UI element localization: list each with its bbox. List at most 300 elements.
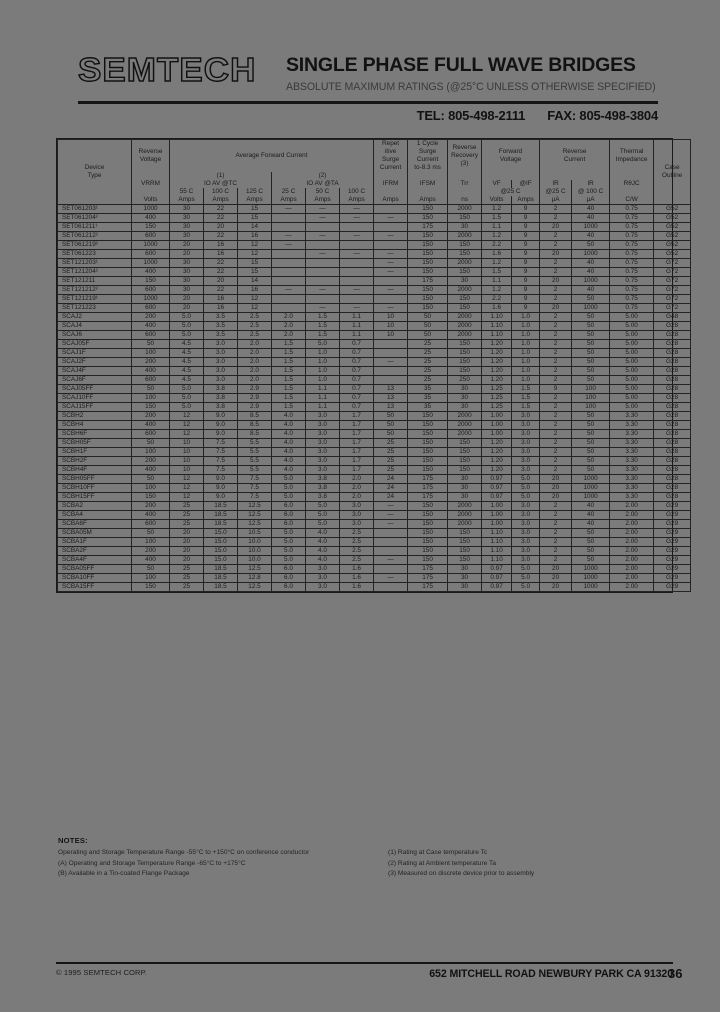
device-type-cell: SCBH15FF <box>58 493 132 502</box>
spec-cell: 20 <box>170 529 204 538</box>
spec-cell: 50 <box>572 349 610 358</box>
spec-cell: 2 <box>540 367 572 376</box>
spec-cell: — <box>374 268 408 277</box>
spec-cell: 1000 <box>132 205 170 214</box>
spec-cell: 20 <box>170 547 204 556</box>
page-title: SINGLE PHASE FULL WAVE BRIDGES <box>286 54 636 76</box>
spec-cell: 20 <box>170 304 204 313</box>
spec-cell: 50 <box>572 241 610 250</box>
spec-cell: 3.8 <box>204 385 238 394</box>
spec-cell <box>306 277 340 286</box>
spec-cell: 1.0 <box>306 367 340 376</box>
spec-cell: 9.0 <box>204 430 238 439</box>
note-line: (3) Measured on discrete device prior to assembly <box>388 870 535 877</box>
spec-cell: 2 <box>540 241 572 250</box>
spec-cell: 3.5 <box>204 331 238 340</box>
spec-cell: G28 <box>654 448 691 457</box>
table-row <box>58 484 691 493</box>
table-row <box>58 367 691 376</box>
spec-cell: — <box>374 502 408 511</box>
spec-cell: 4.0 <box>306 547 340 556</box>
spec-cell: 15 <box>238 259 272 268</box>
spec-cell: 50 <box>374 421 408 430</box>
table-row <box>58 421 691 430</box>
notes-right-column <box>388 848 678 880</box>
spec-cell: 175 <box>408 493 448 502</box>
spec-cell: 150 <box>408 457 448 466</box>
table-row <box>58 493 691 502</box>
device-type-cell: SCAJ05FF <box>58 385 132 394</box>
spec-cell: 1.6 <box>340 574 374 583</box>
spec-cell: 13 <box>374 385 408 394</box>
spec-cell: 20 <box>540 574 572 583</box>
table-row <box>58 457 691 466</box>
spec-cell: 2000 <box>448 511 482 520</box>
spec-cell: 2 <box>540 349 572 358</box>
spec-cell: 25 <box>408 349 448 358</box>
spec-cell: 15.0 <box>204 538 238 547</box>
spec-cell: 150 <box>448 538 482 547</box>
spec-cell: 50 <box>572 376 610 385</box>
spec-cell: 1.5 <box>512 394 540 403</box>
spec-cell: G28 <box>654 331 691 340</box>
spec-cell: 150 <box>448 358 482 367</box>
device-type-cell: SET121219¹ <box>58 295 132 304</box>
spec-cell: 100 <box>132 448 170 457</box>
table-row <box>58 250 691 259</box>
spec-cell: 4.0 <box>272 430 306 439</box>
spec-cell: — <box>374 520 408 529</box>
spec-cell: 0.97 <box>482 484 512 493</box>
spec-cell: 200 <box>132 457 170 466</box>
spec-cell: 4.0 <box>272 412 306 421</box>
spec-cell: 2.5 <box>340 556 374 565</box>
spec-cell: 2.00 <box>610 583 654 592</box>
spec-cell: 400 <box>132 322 170 331</box>
spec-cell: 150 <box>408 538 448 547</box>
spec-cell: 5.00 <box>610 394 654 403</box>
spec-cell: 50 <box>572 529 610 538</box>
spec-cell: 3.0 <box>512 538 540 547</box>
header-cycle-surge-current: 1 Cycle Surge Current to-8.3 ms <box>408 140 448 173</box>
device-type-cell: SCBA2F <box>58 547 132 556</box>
spec-cell: 50 <box>572 331 610 340</box>
spec-cell: 2000 <box>448 412 482 421</box>
spec-cell: G28 <box>654 385 691 394</box>
spec-cell <box>374 349 408 358</box>
spec-cell: 9 <box>512 304 540 313</box>
spec-cell: 400 <box>132 466 170 475</box>
spec-cell: 1.0 <box>512 340 540 349</box>
spec-cell: 50 <box>572 322 610 331</box>
spec-cell: G72 <box>654 304 691 313</box>
spec-cell: 8.5 <box>238 412 272 421</box>
spec-cell: 1.20 <box>482 466 512 475</box>
spec-cell: 0.7 <box>340 358 374 367</box>
spec-cell: 16 <box>204 250 238 259</box>
spec-cell: 4.5 <box>170 367 204 376</box>
symbol-ir-100: IR <box>572 180 610 188</box>
note-line: (1) Rating at Case temperature Tc <box>388 849 488 856</box>
cond-ir-25c: @25 C <box>540 188 572 196</box>
header-spacer-vrrm <box>132 172 170 180</box>
spec-cell: 40 <box>572 520 610 529</box>
spec-cell: 150 <box>408 430 448 439</box>
spec-cell: G28 <box>654 493 691 502</box>
spec-cell: 150 <box>408 448 448 457</box>
spec-cell: 175 <box>408 223 448 232</box>
spec-cell: 1.00 <box>482 502 512 511</box>
temp-100c: 100 C <box>204 188 238 196</box>
spec-cell: G28 <box>654 394 691 403</box>
spec-cell: 150 <box>132 277 170 286</box>
spec-cell: 5.0 <box>272 529 306 538</box>
spec-cell: 175 <box>408 583 448 592</box>
spec-cell: 2 <box>540 268 572 277</box>
spec-cell: 30 <box>448 484 482 493</box>
spec-cell <box>374 295 408 304</box>
spec-cell: 2 <box>540 421 572 430</box>
spec-cell: G28 <box>654 466 691 475</box>
spec-cell: 2 <box>540 547 572 556</box>
spec-cell: G29 <box>654 538 691 547</box>
device-type-cell: SCAJ1F <box>58 349 132 358</box>
table-row <box>58 466 691 475</box>
spec-cell: 12.5 <box>238 502 272 511</box>
spec-cell: 0.7 <box>340 376 374 385</box>
spec-cell: 4.0 <box>306 556 340 565</box>
spec-cell: 10 <box>374 331 408 340</box>
spec-cell: 10.0 <box>238 538 272 547</box>
spec-cell: 9 <box>512 214 540 223</box>
spec-cell: 15.0 <box>204 547 238 556</box>
device-type-cell: SCAJ6F <box>58 376 132 385</box>
spec-cell: 2.0 <box>340 493 374 502</box>
spec-cell: — <box>374 232 408 241</box>
spec-cell: 1.5 <box>482 214 512 223</box>
spec-cell <box>340 223 374 232</box>
spec-cell: 150 <box>448 556 482 565</box>
spec-cell: 200 <box>132 412 170 421</box>
device-type-cell: SCBA2 <box>58 502 132 511</box>
note-line: (2) Rating at Ambient temperature Ta <box>388 859 496 867</box>
spec-cell: 50 <box>374 430 408 439</box>
spec-cell: 5.0 <box>306 502 340 511</box>
spec-cell: G28 <box>654 367 691 376</box>
table-row <box>58 358 691 367</box>
spec-cell: 1.25 <box>482 385 512 394</box>
spec-cell: 2 <box>540 376 572 385</box>
spec-cell: 9.0 <box>204 493 238 502</box>
spec-cell: 2.0 <box>238 376 272 385</box>
spec-cell: 1.1 <box>306 385 340 394</box>
table-row <box>58 295 691 304</box>
spec-cell: — <box>340 250 374 259</box>
spec-cell: 1.00 <box>482 421 512 430</box>
spec-cell: 5.0 <box>170 331 204 340</box>
spec-cell: 2000 <box>448 322 482 331</box>
spec-cell: 20 <box>540 250 572 259</box>
symbol-ifsm: IFSM <box>408 180 448 188</box>
spec-cell: 0.75 <box>610 259 654 268</box>
spec-cell: 0.75 <box>610 304 654 313</box>
spec-cell: 0.75 <box>610 241 654 250</box>
spec-cell: 2.00 <box>610 547 654 556</box>
spec-cell: 150 <box>408 214 448 223</box>
spec-cell: 20 <box>170 250 204 259</box>
spec-cell: 4.5 <box>170 358 204 367</box>
spec-cell: 150 <box>408 286 448 295</box>
spec-cell: 150 <box>408 556 448 565</box>
spec-cell: 150 <box>448 304 482 313</box>
table-row <box>58 232 691 241</box>
spec-cell: 15.0 <box>204 529 238 538</box>
spec-cell: 20 <box>540 565 572 574</box>
spec-cell: 1.2 <box>482 232 512 241</box>
spec-cell: G52 <box>654 223 691 232</box>
spec-cell: 50 <box>572 556 610 565</box>
spec-cell: 50 <box>572 448 610 457</box>
spec-cell: G72 <box>654 259 691 268</box>
spec-cell: G52 <box>654 232 691 241</box>
spec-cell: 0.97 <box>482 565 512 574</box>
spec-cell: 50 <box>572 295 610 304</box>
spec-cell: 12 <box>170 484 204 493</box>
spec-cell: 5.0 <box>170 313 204 322</box>
unit-amps-ifsm: Amps <box>408 196 448 205</box>
spec-cell: 3.30 <box>610 421 654 430</box>
spec-cell: 10.0 <box>238 556 272 565</box>
note-line: Operating and Storage Temperature Range -55°C to +150°C on conference conductor <box>58 849 310 856</box>
spec-cell: 150 <box>448 457 482 466</box>
note-line: (A) Operating and Storage Temperature Range -65°C to +175°C <box>58 859 246 867</box>
table-body <box>58 205 691 592</box>
spec-cell: 2.5 <box>238 331 272 340</box>
spec-cell: 5.00 <box>610 367 654 376</box>
spec-cell <box>374 583 408 592</box>
spec-cell: 25 <box>408 340 448 349</box>
device-type-cell: SCBA05FF <box>58 565 132 574</box>
spec-cell: 5.0 <box>272 556 306 565</box>
spec-cell: — <box>306 214 340 223</box>
table-row <box>58 259 691 268</box>
spec-cell: 0.7 <box>340 385 374 394</box>
spec-cell: 2000 <box>448 421 482 430</box>
spec-cell: 0.75 <box>610 223 654 232</box>
spec-cell: G52 <box>654 241 691 250</box>
spec-cell: 150 <box>448 241 482 250</box>
spec-cell: 4.0 <box>306 529 340 538</box>
spec-cell: 1.7 <box>340 448 374 457</box>
spec-cell: 1000 <box>572 475 610 484</box>
spec-cell: 20 <box>170 556 204 565</box>
spec-cell: 2.0 <box>340 475 374 484</box>
spec-cell: 40 <box>572 232 610 241</box>
spec-cell: 9 <box>512 205 540 214</box>
spec-cell: 150 <box>408 304 448 313</box>
spec-cell: 25 <box>408 367 448 376</box>
spec-cell: 2 <box>540 358 572 367</box>
spec-cell: — <box>340 304 374 313</box>
spec-cell: 4.5 <box>170 376 204 385</box>
spec-cell: 3.0 <box>204 349 238 358</box>
spec-cell: 50 <box>408 322 448 331</box>
spec-cell: 1.5 <box>512 403 540 412</box>
device-type-cell: SET061223 <box>58 250 132 259</box>
spec-cell: 1.10 <box>482 538 512 547</box>
spec-cell: 2 <box>540 322 572 331</box>
spec-cell: 1000 <box>572 304 610 313</box>
spec-cell: 22 <box>204 268 238 277</box>
spec-cell: 1.0 <box>512 322 540 331</box>
spec-cell: 7.5 <box>204 466 238 475</box>
spec-cell: 3.30 <box>610 466 654 475</box>
copyright-text: © 1995 SEMTECH CORP. <box>56 968 148 977</box>
unit-ns: ns <box>448 196 482 205</box>
spec-cell: 2.00 <box>610 520 654 529</box>
spec-cell: G28 <box>654 358 691 367</box>
spec-cell <box>272 214 306 223</box>
spec-cell: 2.00 <box>610 538 654 547</box>
spec-cell <box>374 277 408 286</box>
device-type-cell: SET061212² <box>58 232 132 241</box>
spec-cell: 24 <box>374 484 408 493</box>
spec-cell: 150 <box>408 511 448 520</box>
spec-cell: 150 <box>408 250 448 259</box>
spec-cell: 25 <box>374 448 408 457</box>
spec-cell: 10.0 <box>238 547 272 556</box>
spec-cell: 3.30 <box>610 430 654 439</box>
notes-title: NOTES: <box>58 836 88 845</box>
spec-cell: 1.5 <box>272 394 306 403</box>
spec-cell: 5.00 <box>610 313 654 322</box>
spec-cell: — <box>374 574 408 583</box>
spec-cell: 150 <box>408 412 448 421</box>
device-type-cell: SCBH05FF <box>58 475 132 484</box>
spec-cell <box>272 268 306 277</box>
spec-cell: 20 <box>540 493 572 502</box>
spec-cell: 20 <box>540 223 572 232</box>
spec-cell: 15 <box>238 268 272 277</box>
spec-cell: 0.75 <box>610 250 654 259</box>
spec-cell: 5.00 <box>610 403 654 412</box>
device-type-cell: SCBA15FF <box>58 583 132 592</box>
spec-cell: 2.0 <box>272 331 306 340</box>
symbol-rthjc: RθJC <box>610 180 654 188</box>
table-row <box>58 340 691 349</box>
spec-cell: 3.30 <box>610 475 654 484</box>
spec-cell: 50 <box>374 412 408 421</box>
unit-cw: C/W <box>610 196 654 205</box>
spec-cell: 3.0 <box>512 547 540 556</box>
spec-cell: 150 <box>132 223 170 232</box>
spec-cell: 30 <box>170 268 204 277</box>
spec-cell: 2 <box>540 205 572 214</box>
spec-cell: 30 <box>448 583 482 592</box>
device-type-cell: SCBA10FF <box>58 574 132 583</box>
spec-cell: 3.8 <box>306 493 340 502</box>
device-type-cell: SCBH10FF <box>58 484 132 493</box>
spec-cell: 3.8 <box>306 484 340 493</box>
spec-cell: G72 <box>654 286 691 295</box>
spec-cell: 13 <box>374 394 408 403</box>
spec-cell: 22 <box>204 214 238 223</box>
spec-cell: 0.75 <box>610 268 654 277</box>
device-type-cell: SET061219² <box>58 241 132 250</box>
temp-100c-b: 100 C <box>340 188 374 196</box>
header-device-type: Device Type <box>58 140 132 205</box>
spec-cell: 2.9 <box>238 385 272 394</box>
spec-cell: 2 <box>540 529 572 538</box>
spec-cell: 35 <box>408 394 448 403</box>
spec-cell: 1.0 <box>512 376 540 385</box>
spec-cell: 2 <box>540 412 572 421</box>
spec-cell: 16 <box>238 232 272 241</box>
spec-cell: 2.0 <box>238 367 272 376</box>
spec-cell: 1.0 <box>512 367 540 376</box>
spec-cell: 100 <box>132 484 170 493</box>
spec-cell: 10 <box>170 466 204 475</box>
header-thermal-impedance: Thermal Impedance <box>610 140 654 173</box>
spec-cell: 25 <box>374 466 408 475</box>
table-row <box>58 385 691 394</box>
spec-cell: 3.0 <box>512 466 540 475</box>
spec-cell: 2.0 <box>238 340 272 349</box>
spec-cell: 1.5 <box>272 349 306 358</box>
spec-cell: 150 <box>448 547 482 556</box>
table-row <box>58 277 691 286</box>
spec-cell: 1.0 <box>512 313 540 322</box>
footer-divider <box>56 962 673 964</box>
header-reverse-voltage: Reverse Voltage <box>132 140 170 173</box>
spec-cell: 50 <box>572 466 610 475</box>
spec-cell: 150 <box>132 493 170 502</box>
spec-cell: 3.0 <box>512 556 540 565</box>
spec-cell: 600 <box>132 304 170 313</box>
unit-amps-if: Amps <box>512 196 540 205</box>
spec-cell: — <box>340 205 374 214</box>
spec-cell: 1.7 <box>340 466 374 475</box>
spec-cell: G29 <box>654 520 691 529</box>
spec-cell <box>272 259 306 268</box>
spec-cell: 4.0 <box>272 421 306 430</box>
spec-cell: 15 <box>238 214 272 223</box>
spec-cell: 25 <box>170 565 204 574</box>
spec-cell: G29 <box>654 574 691 583</box>
spec-cell: 9.0 <box>204 412 238 421</box>
device-type-cell: SCBH05F <box>58 439 132 448</box>
spec-cell: 1.5 <box>272 376 306 385</box>
spec-cell: 0.7 <box>340 340 374 349</box>
spec-cell: 10.5 <box>238 529 272 538</box>
table-row <box>58 475 691 484</box>
spec-cell: 5.00 <box>610 358 654 367</box>
spec-cell: 16 <box>204 295 238 304</box>
spec-cell: 30 <box>170 259 204 268</box>
unit-amps-1: Amps <box>170 196 204 205</box>
spec-cell: 3.0 <box>512 511 540 520</box>
device-type-cell: SCBH2F <box>58 457 132 466</box>
spec-cell: 100 <box>132 574 170 583</box>
spec-cell: 12 <box>238 241 272 250</box>
spec-cell: 100 <box>132 349 170 358</box>
spec-cell: 18.5 <box>204 565 238 574</box>
spec-cell: 2 <box>540 538 572 547</box>
spec-cell: G28 <box>654 421 691 430</box>
spec-cell: 2.0 <box>272 322 306 331</box>
spec-cell: 20 <box>540 475 572 484</box>
spec-cell: 2.00 <box>610 565 654 574</box>
